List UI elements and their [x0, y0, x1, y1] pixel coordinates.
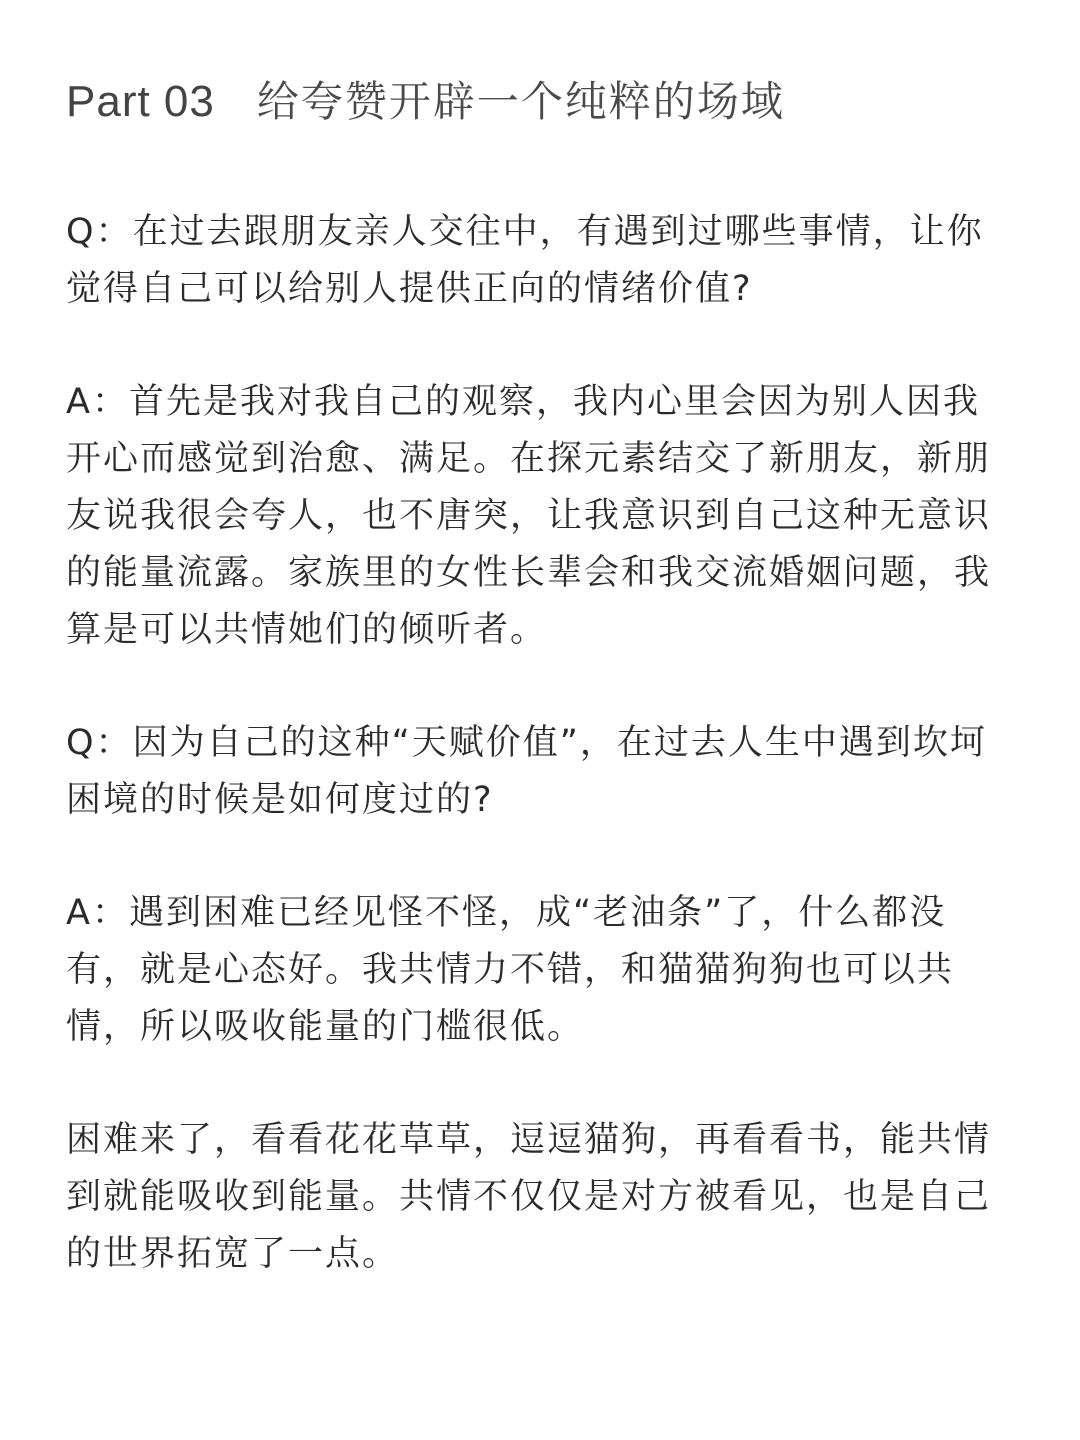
paragraph-text: 首先是我对我自己的观察，我内心里会因为别人因我开心而感觉到治愈、满足。在探元素结交了新朋友，新朋友说我很会夸人，也不唐突，让我意识到自己这种无意识的能量流露。家族里的女性长辈会和我交流婚姻问题，我算是可以共情她们的倾听者。 — [66, 382, 992, 650]
answer-paragraph — [66, 885, 1016, 1056]
article — [66, 70, 1016, 1339]
question-paragraph — [66, 204, 1016, 318]
qa-label: A： — [66, 382, 129, 422]
qa-label: Q： — [66, 723, 133, 763]
paragraph-text: 遇到困难已经见怪不怪，成“老油条”了，什么都没有，就是心态好。我共情力不错，和猫猫狗狗也可以共情，所以吸收能量的门槛很低。 — [66, 893, 955, 1047]
qa-label: A： — [66, 893, 129, 933]
paragraph-text: 因为自己的这种“天赋价值”，在过去人生中遇到坎坷困境的时候是如何度过的? — [66, 723, 987, 820]
paragraph-text: 在过去跟朋友亲人交往中，有遇到过哪些事情，让你觉得自己可以给别人提供正向的情绪价值? — [66, 212, 984, 309]
section-heading: 给夸赞开辟一个纯粹的场域 — [256, 77, 785, 126]
body-paragraph — [66, 1112, 1016, 1283]
paragraph-text: 困难来了，看看花花草草，逗逗猫狗，再看看书，能共情到就能吸收到能量。共情不仅仅是对方被看见，也是自己的世界拓宽了一点。 — [66, 1120, 992, 1274]
answer-paragraph — [66, 374, 1016, 659]
qa-label: Q： — [66, 212, 133, 252]
section-title — [66, 70, 1016, 134]
part-number: Part 03 — [66, 77, 215, 126]
question-paragraph — [66, 715, 1016, 829]
